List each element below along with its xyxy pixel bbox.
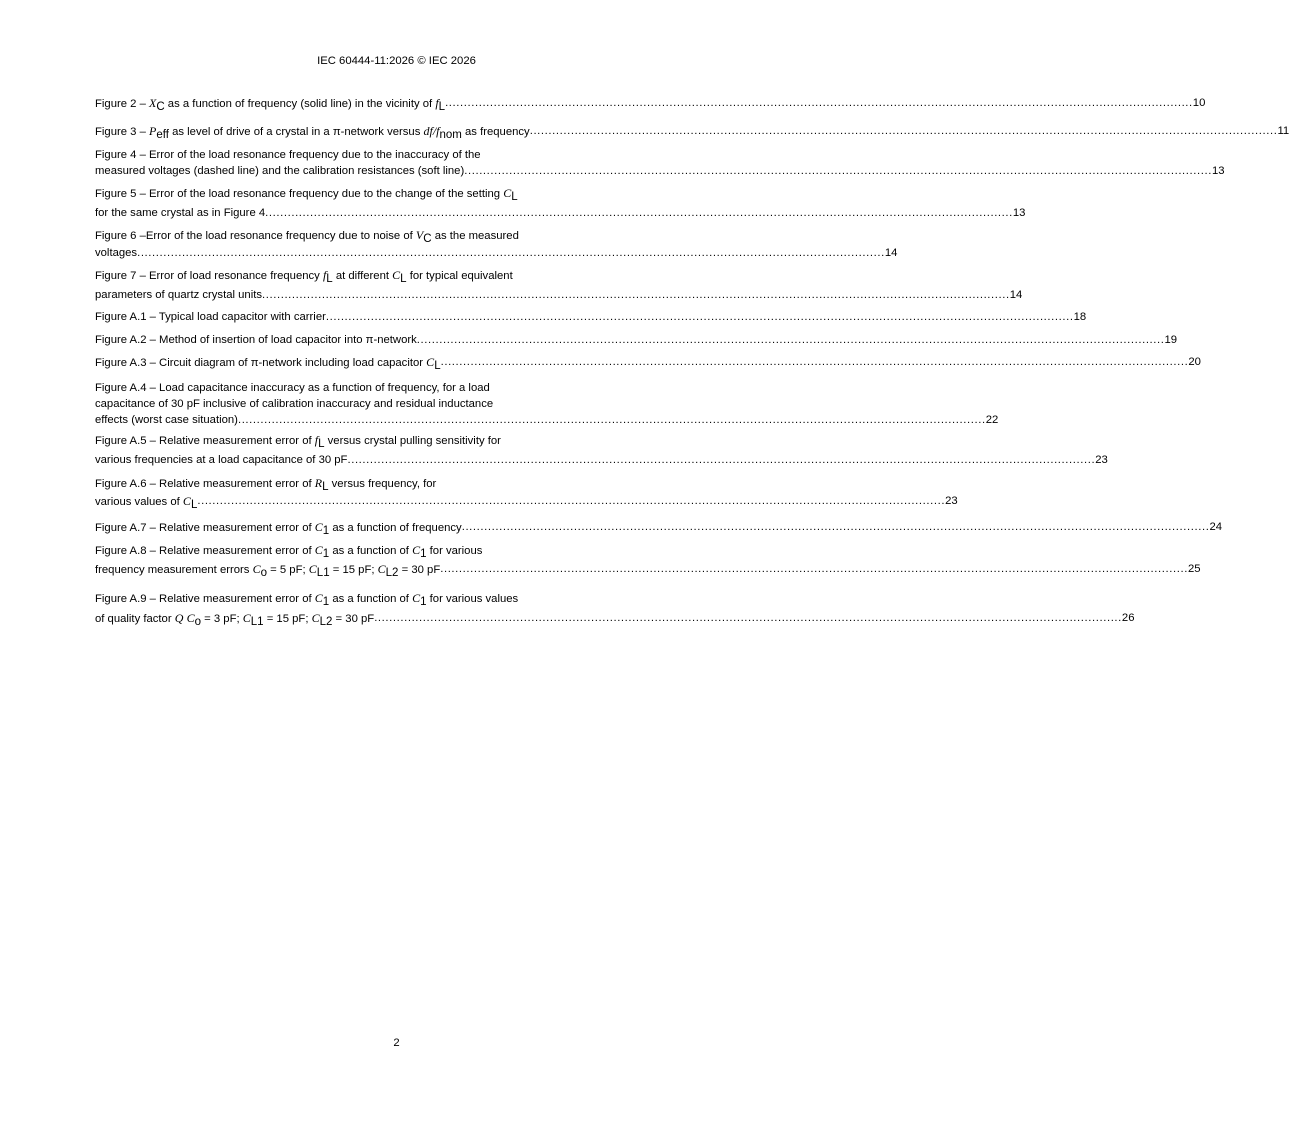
toc-page-number: 19 <box>1164 334 1178 346</box>
toc-entry-text: for the same crystal as in Figure 4 <box>95 207 266 219</box>
toc-entry-line <box>95 397 698 411</box>
toc-page-number: 22 <box>985 414 999 426</box>
toc-page-number: 10 <box>1192 97 1206 109</box>
dot-leader: ........................................................................................................................................................................................................ <box>529 125 1278 137</box>
dot-leader: ........................................................................................................................................................................................................ <box>374 612 1122 624</box>
toc-page-number: 13 <box>1211 165 1225 177</box>
math-symbol: RL <box>314 476 329 493</box>
toc-entry-line <box>95 268 698 285</box>
dot-leader: ........................................................................................................................................................................................................ <box>440 563 1188 575</box>
dot-leader: ........................................................................................................................................................................................................ <box>265 207 1013 219</box>
dot-leader: ........................................................................................................................................................................................................ <box>347 454 1096 466</box>
toc-page-number: 13 <box>1012 207 1026 219</box>
dot-leader: ........................................................................................................................................................................................................ <box>416 334 1165 346</box>
math-symbol: CL <box>426 355 441 372</box>
toc-entry-text: Figure 7 – Error of load resonance frequency fL at different CL for typical equivalent <box>95 268 513 285</box>
math-symbol: Peff <box>149 124 169 141</box>
toc-entry-line <box>95 288 1023 302</box>
toc-entry-text: voltages <box>95 247 138 259</box>
toc-entry-line <box>95 148 698 162</box>
dot-leader: ........................................................................................................................................................................................................ <box>325 311 1074 323</box>
toc-entry-line <box>95 433 698 450</box>
math-symbol: fL <box>322 268 333 285</box>
toc-entry-line <box>95 591 698 608</box>
math-symbol: fL <box>435 96 446 113</box>
toc-entry-line <box>95 355 1201 372</box>
toc-entry-text: Figure A.3 – Circuit diagram of π-network including load capacitor CL <box>95 355 441 372</box>
math-symbol: C1 <box>314 520 330 537</box>
math-symbol: CL <box>392 268 407 285</box>
math-symbol: Co <box>252 562 268 579</box>
math-symbol: fL <box>314 433 325 450</box>
math-symbol: Q <box>174 611 184 625</box>
toc-page-number: 14 <box>1009 289 1023 301</box>
toc-entry-text: measured voltages (dashed line) and the calibration resistances (soft line) <box>95 165 465 177</box>
dot-leader: ........................................................................................................................................................................................................ <box>440 356 1189 368</box>
toc-entry-text: various frequencies at a load capacitance of 30 pF <box>95 454 348 466</box>
math-symbol: CL <box>182 494 198 511</box>
math-symbol: Co <box>186 611 201 628</box>
toc-page-number: 20 <box>1188 356 1201 368</box>
toc-entry-line <box>95 453 1108 467</box>
toc-entry-line <box>95 520 1223 537</box>
toc-page-number: 11 <box>1277 125 1289 137</box>
math-symbol: CL2 <box>311 611 333 628</box>
toc-entry-text: Figure 2 – XC as a function of frequency (solid line) in the vicinity of fL <box>95 96 446 113</box>
toc-entry-line <box>95 413 999 427</box>
dot-leader: ........................................................................................................................................................................................................ <box>197 495 946 507</box>
toc-page-number: 14 <box>884 247 898 259</box>
toc-entry-text: Figure A.1 – Typical load capacitor with carrier <box>95 311 326 323</box>
math-symbol: C1 <box>412 543 427 560</box>
toc-entry-text: frequency measurement errors Co = 5 pF; CL1 = 15 pF; CL2 = 30 pF <box>95 562 441 579</box>
toc-entry-text: Figure A.5 – Relative measurement error of fL versus crystal pulling sensitivity for <box>95 433 501 450</box>
running-header: IEC 60444-11:2026 © IEC 2026 <box>317 55 476 67</box>
toc-entry-text: Figure 3 – Peff as level of drive of a crystal in a π-network versus df/fnom as frequency <box>95 124 530 141</box>
toc-entry-text: Figure A.6 – Relative measurement error of RL versus frequency, for <box>95 476 437 493</box>
toc-entry-text: Figure 5 – Error of the load resonance frequency due to the change of the setting CL <box>95 186 518 203</box>
math-symbol: XC <box>149 96 165 113</box>
math-symbol: CL1 <box>242 611 264 628</box>
toc-entry-text: Figure A.8 – Relative measurement error of C1 as a function of C1 for various <box>95 543 483 560</box>
toc-entry-text: various values of CL <box>95 494 198 511</box>
dot-leader: ........................................................................................................................................................................................................ <box>445 97 1193 109</box>
toc-entry-line <box>95 124 1289 141</box>
toc-page-number: 23 <box>945 495 958 507</box>
toc-entry-line <box>95 333 1178 347</box>
math-symbol: VC <box>415 228 432 245</box>
dot-leader: ........................................................................................................................................................................................................ <box>461 521 1210 533</box>
toc-entry-text: Figure A.2 – Method of insertion of load capacitor into π-network <box>95 334 417 346</box>
toc-entry-line <box>95 206 1026 220</box>
toc-entry-line <box>95 494 958 511</box>
toc-entry-line <box>95 228 698 245</box>
toc-page-number: 23 <box>1095 454 1108 466</box>
toc-entry-text: Figure 6 –Error of the load resonance frequency due to noise of VC as the measured <box>95 228 519 245</box>
page-number: 2 <box>393 1037 400 1049</box>
toc-entry-line <box>95 310 1087 324</box>
toc-entry-line <box>95 562 1201 579</box>
math-symbol: C1 <box>412 591 427 608</box>
dot-leader: ........................................................................................................................................................................................................ <box>137 247 885 259</box>
toc-entry-text: of quality factor Q Co = 3 pF; CL1 = 15 pF; CL2 = 30 pF <box>95 611 375 628</box>
toc-entry-line <box>95 96 1206 113</box>
toc-entry-line <box>95 543 698 560</box>
toc-entry-text: capacitance of 30 pF inclusive of calibration inaccuracy and residual inductance <box>95 398 494 410</box>
math-symbol: C1 <box>314 543 330 560</box>
toc-page-number: 24 <box>1209 521 1223 533</box>
toc-entry-text: effects (worst case situation) <box>95 414 238 426</box>
toc-page-number: 18 <box>1073 311 1087 323</box>
toc-entry-line <box>95 611 1135 628</box>
math-symbol: C1 <box>314 591 330 608</box>
toc-entry-line <box>95 246 898 260</box>
toc-entry-line <box>95 186 698 203</box>
toc-entry-line <box>95 476 698 493</box>
toc-entry-text: Figure 4 – Error of the load resonance frequency due to the inaccuracy of the <box>95 149 481 161</box>
toc-entry-line <box>95 381 698 395</box>
toc-entry-text: Figure A.4 – Load capacitance inaccuracy as a function of frequency, for a load <box>95 382 490 394</box>
toc-entry-line <box>95 164 1225 178</box>
math-symbol: CL1 <box>308 562 330 579</box>
toc-entry-text: Figure A.7 – Relative measurement error of C1 as a function of frequency <box>95 520 462 537</box>
dot-leader: ........................................................................................................................................................................................................ <box>237 414 986 426</box>
toc-entry-text: Figure A.9 – Relative measurement error of C1 as a function of C1 for various values <box>95 591 519 608</box>
dot-leader: ........................................................................................................................................................................................................ <box>262 289 1010 301</box>
math-symbol: df/fnom <box>423 124 462 141</box>
toc-entry-text: parameters of quartz crystal units <box>95 289 263 301</box>
toc-page-number: 25 <box>1187 563 1201 575</box>
toc-page-number: 26 <box>1121 612 1135 624</box>
math-symbol: CL <box>503 186 518 203</box>
math-symbol: CL2 <box>377 562 399 579</box>
dot-leader: ........................................................................................................................................................................................................ <box>464 165 1212 177</box>
